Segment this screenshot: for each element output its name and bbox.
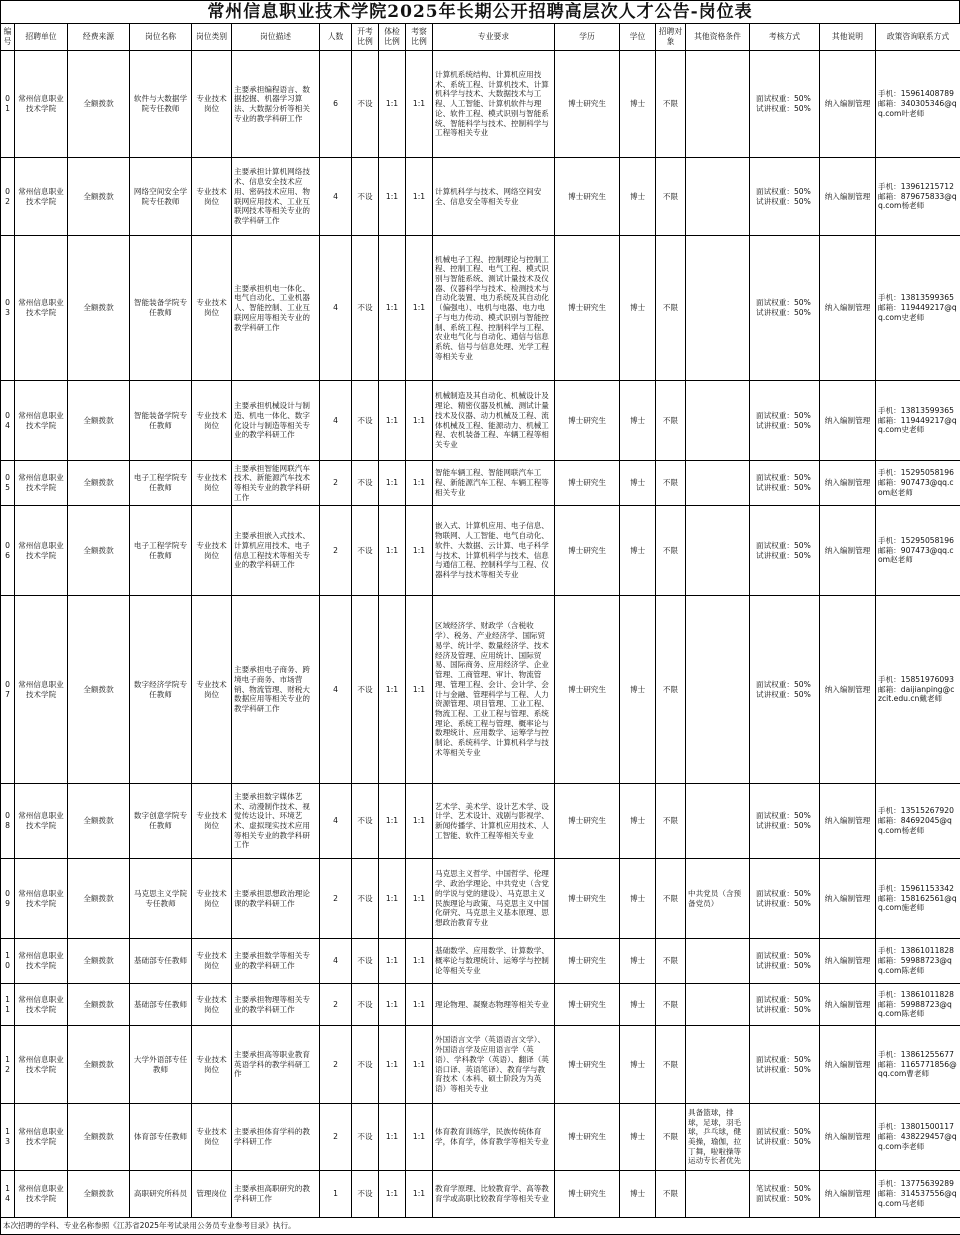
post-description: 主要承担高职研究的教学科研工作	[232, 1171, 320, 1218]
other-qualification	[686, 596, 750, 784]
row-number: 01	[1, 51, 15, 158]
headcount: 4	[320, 158, 352, 236]
other-qualification	[686, 984, 750, 1026]
column-header: 经费来源	[68, 24, 130, 51]
recruit-unit: 常州信息职业技术学院	[15, 1104, 68, 1171]
other-note: 纳入编制管理	[820, 784, 876, 859]
table-row	[1, 461, 960, 506]
assessment-method: 面试权重：50% 试讲权重：50%	[750, 596, 820, 784]
other-note: 纳入编制管理	[820, 1026, 876, 1104]
post-name: 大学外语部专任教师	[130, 1026, 192, 1104]
headcount: 2	[320, 506, 352, 596]
job-table	[0, 23, 960, 1235]
recruit-unit: 常州信息职业技术学院	[15, 461, 68, 506]
other-note: 纳入编制管理	[820, 859, 876, 939]
recruit-unit: 常州信息职业技术学院	[15, 1171, 68, 1218]
open-ratio: 不设	[352, 1171, 379, 1218]
education: 博士研究生	[555, 1171, 620, 1218]
headcount: 4	[320, 784, 352, 859]
open-ratio: 不设	[352, 596, 379, 784]
inspect-ratio: 1:1	[406, 158, 433, 236]
recruit-unit: 常州信息职业技术学院	[15, 1026, 68, 1104]
open-ratio: 不设	[352, 51, 379, 158]
major-requirement: 机械电子工程、控制理论与控制工程、控制工程、电气工程、模式识别与智能系统、测试计量技术及仪器、仪器科学与技术、检测技术与自动化装置、电力系统及其自动化（偏强电）、电机与电器、电力电子与电力传动、模式识别与智能控制、系统工程、控制科学与工程、农业电气化与自动化、通信与信息系统、信号与信息处理、光学工程等相关专业	[433, 236, 555, 381]
other-qualification	[686, 51, 750, 158]
major-requirement: 区域经济学、财政学（含税收学）、税务、产业经济学、国际贸易学、统计学、数量经济学、技术经济及管理、应用统计、国际贸易、国际商务、应用经济学、企业管理、工商管理、审计、物流管理、管理工程、会计、会计学、会计与金融、管理科学与工程、人力资源管理、项目管理、工业工程、物流工程、工业工程与管理、系统理论、系统工程与管理、概率论与数理统计、应用数学、运筹学与控制论、系统科学、计算机科学与技术等相关专业	[433, 596, 555, 784]
other-note: 纳入编制管理	[820, 984, 876, 1026]
other-note: 纳入编制管理	[820, 461, 876, 506]
other-qualification	[686, 158, 750, 236]
other-qualification: 具备篮球，排球，足球，羽毛球，乒乓球，健美操，瑜伽，拉丁舞，啦啦操等运动专长者优先	[686, 1104, 750, 1171]
post-name: 网络空间安全学院专任教师	[130, 158, 192, 236]
post-description: 主要承担机电一体化、电气自动化、工业机器人、智能控制、工业互联网应用等相关专业的教学科研工作	[232, 236, 320, 381]
post-description: 主要承担体育学科的教学科研工作	[232, 1104, 320, 1171]
headcount: 4	[320, 381, 352, 461]
policy-contact: 手机：15295058196 邮箱：907473@qq.com赵老师	[876, 461, 960, 506]
open-ratio: 不设	[352, 381, 379, 461]
recruit-unit: 常州信息职业技术学院	[15, 236, 68, 381]
post-description: 主要承担电子商务、跨境电子商务、市场营销、物流管理、财税大数据应用等相关专业的教学科研工作	[232, 596, 320, 784]
row-number: 10	[1, 939, 15, 984]
other-note: 纳入编制管理	[820, 506, 876, 596]
recruit-unit: 常州信息职业技术学院	[15, 984, 68, 1026]
headcount: 4	[320, 939, 352, 984]
table-row	[1, 158, 960, 236]
degree: 博士	[620, 596, 656, 784]
post-name: 高职研究所科员	[130, 1171, 192, 1218]
table-body	[1, 51, 960, 1218]
row-number: 03	[1, 236, 15, 381]
policy-contact: 手机：13861011828 邮箱：59988723@qq.com陈老师	[876, 984, 960, 1026]
recruit-target: 不限	[656, 236, 686, 381]
exam-ratio: 1:1	[379, 461, 406, 506]
assessment-method: 面试权重：50% 试讲权重：50%	[750, 784, 820, 859]
inspect-ratio: 1:1	[406, 1026, 433, 1104]
table-row	[1, 381, 960, 461]
other-note: 纳入编制管理	[820, 236, 876, 381]
exam-ratio: 1:1	[379, 784, 406, 859]
footer-row	[1, 1218, 960, 1235]
major-requirement: 嵌入式、计算机应用、电子信息、物联网、人工智能、电气自动化、软件、大数据、云计算、电子科学与技术、计算机科学与技术、信息与通信工程、控制科学与工程、仪器科学与技术等相关专业	[433, 506, 555, 596]
row-number: 07	[1, 596, 15, 784]
education: 博士研究生	[555, 784, 620, 859]
exam-ratio: 1:1	[379, 1171, 406, 1218]
inspect-ratio: 1:1	[406, 51, 433, 158]
other-note: 纳入编制管理	[820, 158, 876, 236]
policy-contact: 手机：15961153342 邮箱：158162561@qq.com施老师	[876, 859, 960, 939]
degree: 博士	[620, 984, 656, 1026]
recruit-target: 不限	[656, 51, 686, 158]
inspect-ratio: 1:1	[406, 381, 433, 461]
education: 博士研究生	[555, 596, 620, 784]
fund-source: 全额拨款	[68, 461, 130, 506]
exam-ratio: 1:1	[379, 506, 406, 596]
table-row	[1, 859, 960, 939]
fund-source: 全额拨款	[68, 859, 130, 939]
post-description: 主要承担物理等相关专业的教学科研工作	[232, 984, 320, 1026]
fund-source: 全额拨款	[68, 1171, 130, 1218]
recruit-unit: 常州信息职业技术学院	[15, 859, 68, 939]
post-description: 主要承担编程语言、数据挖掘、机器学习算法、大数据分析等相关专业的教学科研工作	[232, 51, 320, 158]
other-qualification	[686, 381, 750, 461]
assessment-method: 面试权重：50% 试讲权重：50%	[750, 461, 820, 506]
other-qualification	[686, 1171, 750, 1218]
column-header: 其他资格条件	[686, 24, 750, 51]
degree: 博士	[620, 1171, 656, 1218]
open-ratio: 不设	[352, 859, 379, 939]
table-row	[1, 784, 960, 859]
footer-note: 本次招聘的学科、专业名称参照《江苏省2025年考试录用公务员专业参考目录》执行。	[1, 1218, 960, 1235]
headcount: 6	[320, 51, 352, 158]
major-requirement: 计算机系统结构、计算机应用技术、系统工程、计算机技术、计算机科学与技术、大数据技术与工程、人工智能、计算机软件与理论、软件工程、模式识别与智能系统、智能科学与技术、控制科学与工程等相关专业	[433, 51, 555, 158]
post-name: 电子工程学院专任教师	[130, 461, 192, 506]
recruit-target: 不限	[656, 859, 686, 939]
major-requirement: 基础数学、应用数学、计算数学、概率论与数理统计、运筹学与控制论等相关专业	[433, 939, 555, 984]
degree: 博士	[620, 506, 656, 596]
education: 博士研究生	[555, 158, 620, 236]
post-category: 专业技术岗位	[192, 461, 232, 506]
major-requirement: 马克思主义哲学、中国哲学、伦理学、政治学理论、中共党史（含党的学说与党的建设）、马克思主义民族理论与政策、马克思主义中国化研究、马克思主义基本原理、思想政治教育专业	[433, 859, 555, 939]
table-row	[1, 596, 960, 784]
degree: 博士	[620, 859, 656, 939]
policy-contact: 手机：13861011828 邮箱：59988723@qq.com陈老师	[876, 939, 960, 984]
recruit-target: 不限	[656, 596, 686, 784]
post-description: 主要承担数字媒体艺术、动漫制作技术、视觉传达设计、环境艺术、虚拟现实技术应用等相关专业的教学科研工作	[232, 784, 320, 859]
other-qualification	[686, 939, 750, 984]
exam-ratio: 1:1	[379, 984, 406, 1026]
inspect-ratio: 1:1	[406, 1104, 433, 1171]
column-header: 岗位名称	[130, 24, 192, 51]
recruit-target: 不限	[656, 506, 686, 596]
exam-ratio: 1:1	[379, 51, 406, 158]
table-row	[1, 1104, 960, 1171]
other-qualification	[686, 784, 750, 859]
recruit-target: 不限	[656, 784, 686, 859]
post-description: 主要承担机械设计与制造、机电一体化、数字化设计与制造等相关专业的教学科研工作	[232, 381, 320, 461]
fund-source: 全额拨款	[68, 236, 130, 381]
table-row	[1, 1026, 960, 1104]
post-name: 软件与大数据学院专任教师	[130, 51, 192, 158]
fund-source: 全额拨款	[68, 506, 130, 596]
exam-ratio: 1:1	[379, 939, 406, 984]
recruit-target: 不限	[656, 461, 686, 506]
other-note: 纳入编制管理	[820, 1171, 876, 1218]
other-qualification	[686, 461, 750, 506]
column-header: 专业要求	[433, 24, 555, 51]
recruit-target: 不限	[656, 1171, 686, 1218]
post-name: 电子工程学院专任教师	[130, 506, 192, 596]
assessment-method: 面试权重：50% 试讲权重：50%	[750, 1026, 820, 1104]
table-row	[1, 236, 960, 381]
row-number: 14	[1, 1171, 15, 1218]
open-ratio: 不设	[352, 236, 379, 381]
inspect-ratio: 1:1	[406, 236, 433, 381]
post-name: 智能装备学院专任教师	[130, 381, 192, 461]
major-requirement: 体育教育训练学，民族传统体育学，体育学，体育教学等相关专业	[433, 1104, 555, 1171]
post-category: 管理岗位	[192, 1171, 232, 1218]
inspect-ratio: 1:1	[406, 939, 433, 984]
table-row	[1, 506, 960, 596]
exam-ratio: 1:1	[379, 1104, 406, 1171]
row-number: 02	[1, 158, 15, 236]
post-description: 主要承担智能网联汽车技术、新能源汽车技术等相关专业的教学科研工作	[232, 461, 320, 506]
policy-contact: 手机：13801500117 邮箱：438229457@qq.com李老师	[876, 1104, 960, 1171]
education: 博士研究生	[555, 939, 620, 984]
column-header: 学位	[620, 24, 656, 51]
recruit-unit: 常州信息职业技术学院	[15, 158, 68, 236]
post-category: 专业技术岗位	[192, 381, 232, 461]
education: 博士研究生	[555, 1104, 620, 1171]
fund-source: 全额拨款	[68, 158, 130, 236]
column-header: 其他说明	[820, 24, 876, 51]
recruit-target: 不限	[656, 984, 686, 1026]
table-row	[1, 939, 960, 984]
recruit-unit: 常州信息职业技术学院	[15, 939, 68, 984]
other-note: 纳入编制管理	[820, 381, 876, 461]
inspect-ratio: 1:1	[406, 984, 433, 1026]
policy-contact: 手机：15961408789 邮箱：340305346@qq.com叶老师	[876, 51, 960, 158]
recruit-target: 不限	[656, 158, 686, 236]
major-requirement: 教育学原理、比较教育学、高等教育学或高职比较教育学等相关专业	[433, 1171, 555, 1218]
other-qualification	[686, 506, 750, 596]
post-category: 专业技术岗位	[192, 939, 232, 984]
inspect-ratio: 1:1	[406, 1171, 433, 1218]
post-category: 专业技术岗位	[192, 51, 232, 158]
assessment-method: 面试权重：50% 试讲权重：50%	[750, 939, 820, 984]
education: 博士研究生	[555, 461, 620, 506]
other-qualification	[686, 236, 750, 381]
degree: 博士	[620, 1026, 656, 1104]
row-number: 05	[1, 461, 15, 506]
policy-contact: 手机：13775639289 邮箱：314537556@qq.com马老师	[876, 1171, 960, 1218]
column-header: 开考比例	[352, 24, 379, 51]
inspect-ratio: 1:1	[406, 784, 433, 859]
open-ratio: 不设	[352, 984, 379, 1026]
inspect-ratio: 1:1	[406, 859, 433, 939]
headcount: 2	[320, 984, 352, 1026]
open-ratio: 不设	[352, 461, 379, 506]
education: 博士研究生	[555, 1026, 620, 1104]
other-note: 纳入编制管理	[820, 939, 876, 984]
other-note: 纳入编制管理	[820, 596, 876, 784]
policy-contact: 手机：13861255677 邮箱：1165771856@qq.com曹老师	[876, 1026, 960, 1104]
education: 博士研究生	[555, 236, 620, 381]
assessment-method: 面试权重：50% 试讲权重：50%	[750, 158, 820, 236]
post-category: 专业技术岗位	[192, 784, 232, 859]
assessment-method: 面试权重：50% 试讲权重：50%	[750, 859, 820, 939]
fund-source: 全额拨款	[68, 1026, 130, 1104]
row-number: 04	[1, 381, 15, 461]
headcount: 2	[320, 1026, 352, 1104]
post-description: 主要承担思想政治理论课的教学科研工作	[232, 859, 320, 939]
table-row	[1, 984, 960, 1026]
post-name: 马克思主义学院专任教师	[130, 859, 192, 939]
assessment-method: 面试权重：50% 试讲权重：50%	[750, 1104, 820, 1171]
education: 博士研究生	[555, 381, 620, 461]
page-title: 常州信息职业技术学院2025年长期公开招聘高层次人才公告-岗位表	[0, 0, 960, 23]
column-header: 体检比例	[379, 24, 406, 51]
major-requirement: 理论物理、凝聚态物理等相关专业	[433, 984, 555, 1026]
post-category: 专业技术岗位	[192, 506, 232, 596]
fund-source: 全额拨款	[68, 381, 130, 461]
policy-contact: 手机：13515267920 邮箱：84692045@qq.com杨老师	[876, 784, 960, 859]
other-note: 纳入编制管理	[820, 51, 876, 158]
assessment-method: 面试权重：50% 试讲权重：50%	[750, 236, 820, 381]
open-ratio: 不设	[352, 158, 379, 236]
fund-source: 全额拨款	[68, 984, 130, 1026]
recruit-unit: 常州信息职业技术学院	[15, 596, 68, 784]
column-header: 人数	[320, 24, 352, 51]
post-category: 专业技术岗位	[192, 158, 232, 236]
major-requirement: 外国语言文学（英语语言文学）、外国语言学及应用语言学（英语）、学科教学（英语）、翻译（英语口译、英语笔译）、教育学与教育技术（本科、硕士阶段为为英语）等相关专业	[433, 1026, 555, 1104]
major-requirement: 机械制造及其自动化、机械设计及理论、精密仪器及机械、测试计量技术及仪器、动力机械及工程、流体机械及工程、能源动力、机械工程、农机装备工程、车辆工程等相关专业	[433, 381, 555, 461]
assessment-method: 面试权重：50% 试讲权重：50%	[750, 984, 820, 1026]
post-category: 专业技术岗位	[192, 984, 232, 1026]
recruit-unit: 常州信息职业技术学院	[15, 784, 68, 859]
headcount: 2	[320, 859, 352, 939]
degree: 博士	[620, 51, 656, 158]
post-name: 基础部专任教师	[130, 984, 192, 1026]
fund-source: 全额拨款	[68, 939, 130, 984]
other-note: 纳入编制管理	[820, 1104, 876, 1171]
row-number: 12	[1, 1026, 15, 1104]
assessment-method: 面试权重：50% 试讲权重：50%	[750, 51, 820, 158]
headcount: 2	[320, 1104, 352, 1171]
other-qualification	[686, 1026, 750, 1104]
table-row	[1, 1171, 960, 1218]
header-row	[1, 24, 960, 51]
column-header: 编号	[1, 24, 15, 51]
column-header: 考核方式	[750, 24, 820, 51]
row-number: 08	[1, 784, 15, 859]
post-name: 体育部专任教师	[130, 1104, 192, 1171]
degree: 博士	[620, 236, 656, 381]
inspect-ratio: 1:1	[406, 461, 433, 506]
recruit-unit: 常州信息职业技术学院	[15, 506, 68, 596]
post-category: 专业技术岗位	[192, 1026, 232, 1104]
open-ratio: 不设	[352, 939, 379, 984]
open-ratio: 不设	[352, 1104, 379, 1171]
major-requirement: 计算机科学与技术、网络空间安全、信息安全等相关专业	[433, 158, 555, 236]
post-name: 基础部专任教师	[130, 939, 192, 984]
exam-ratio: 1:1	[379, 236, 406, 381]
recruit-target: 不限	[656, 939, 686, 984]
major-requirement: 艺术学、美术学、设计艺术学、设计学、艺术设计、戏剧与影视学、新闻传播学、计算机应用技术、人工智能、软件工程等相关专业	[433, 784, 555, 859]
open-ratio: 不设	[352, 1026, 379, 1104]
recruit-target: 不限	[656, 1026, 686, 1104]
post-category: 专业技术岗位	[192, 859, 232, 939]
policy-contact: 手机：13813599365 邮箱：119449217@qq.com史老师	[876, 236, 960, 381]
education: 博士研究生	[555, 506, 620, 596]
recruit-unit: 常州信息职业技术学院	[15, 51, 68, 158]
row-number: 11	[1, 984, 15, 1026]
fund-source: 全额拨款	[68, 1104, 130, 1171]
policy-contact: 手机：15851976093 邮箱：daijianping@czcit.edu.cn戴老师	[876, 596, 960, 784]
assessment-method: 笔试权重：50% 面试权重：50%	[750, 1171, 820, 1218]
row-number: 13	[1, 1104, 15, 1171]
degree: 博士	[620, 939, 656, 984]
column-header: 岗位描述	[232, 24, 320, 51]
column-header: 岗位类别	[192, 24, 232, 51]
education: 博士研究生	[555, 859, 620, 939]
open-ratio: 不设	[352, 506, 379, 596]
open-ratio: 不设	[352, 784, 379, 859]
policy-contact: 手机：15295058196 邮箱：907473@qq.com赵老师	[876, 506, 960, 596]
post-description: 主要承担计算机网络技术、信息安全技术应用、密码技术应用、物联网应用技术、工业互联网技术等相关专业的教学科研工作	[232, 158, 320, 236]
recruit-unit: 常州信息职业技术学院	[15, 381, 68, 461]
post-category: 专业技术岗位	[192, 1104, 232, 1171]
degree: 博士	[620, 1104, 656, 1171]
headcount: 2	[320, 461, 352, 506]
post-category: 专业技术岗位	[192, 236, 232, 381]
post-description: 主要承担高等职业教育英语学科的教学科研工作	[232, 1026, 320, 1104]
education: 博士研究生	[555, 984, 620, 1026]
other-qualification: 中共党员（含预备党员）	[686, 859, 750, 939]
row-number: 06	[1, 506, 15, 596]
degree: 博士	[620, 461, 656, 506]
exam-ratio: 1:1	[379, 859, 406, 939]
policy-contact: 手机：13961215712 邮箱：879675833@qq.com杨老师	[876, 158, 960, 236]
degree: 博士	[620, 381, 656, 461]
assessment-method: 面试权重：50% 试讲权重：50%	[750, 381, 820, 461]
education: 博士研究生	[555, 51, 620, 158]
column-header: 招聘单位	[15, 24, 68, 51]
headcount: 1	[320, 1171, 352, 1218]
degree: 博士	[620, 784, 656, 859]
fund-source: 全额拨款	[68, 51, 130, 158]
post-category: 专业技术岗位	[192, 596, 232, 784]
recruit-target: 不限	[656, 1104, 686, 1171]
table-row	[1, 51, 960, 158]
inspect-ratio: 1:1	[406, 596, 433, 784]
headcount: 4	[320, 236, 352, 381]
post-name: 数字创意学院专任教师	[130, 784, 192, 859]
post-name: 智能装备学院专任教师	[130, 236, 192, 381]
exam-ratio: 1:1	[379, 381, 406, 461]
exam-ratio: 1:1	[379, 596, 406, 784]
degree: 博士	[620, 158, 656, 236]
assessment-method: 面试权重：50% 试讲权重：50%	[750, 506, 820, 596]
column-header: 政策咨询联系方式	[876, 24, 960, 51]
inspect-ratio: 1:1	[406, 506, 433, 596]
fund-source: 全额拨款	[68, 784, 130, 859]
recruit-target: 不限	[656, 381, 686, 461]
headcount: 4	[320, 596, 352, 784]
fund-source: 全额拨款	[68, 596, 130, 784]
policy-contact: 手机：13813599365 邮箱：119449217@qq.com史老师	[876, 381, 960, 461]
column-header: 学历	[555, 24, 620, 51]
row-number: 09	[1, 859, 15, 939]
column-header: 招聘对象	[656, 24, 686, 51]
exam-ratio: 1:1	[379, 1026, 406, 1104]
post-description: 主要承担嵌入式技术、计算机应用技术、电子信息工程技术等相关专业的教学科研工作	[232, 506, 320, 596]
post-name: 数字经济学院专任教师	[130, 596, 192, 784]
exam-ratio: 1:1	[379, 158, 406, 236]
major-requirement: 智能车辆工程、智能网联汽车工程、新能源汽车工程、车辆工程等相关专业	[433, 461, 555, 506]
post-description: 主要承担数学等相关专业的教学科研工作	[232, 939, 320, 984]
column-header: 考察比例	[406, 24, 433, 51]
